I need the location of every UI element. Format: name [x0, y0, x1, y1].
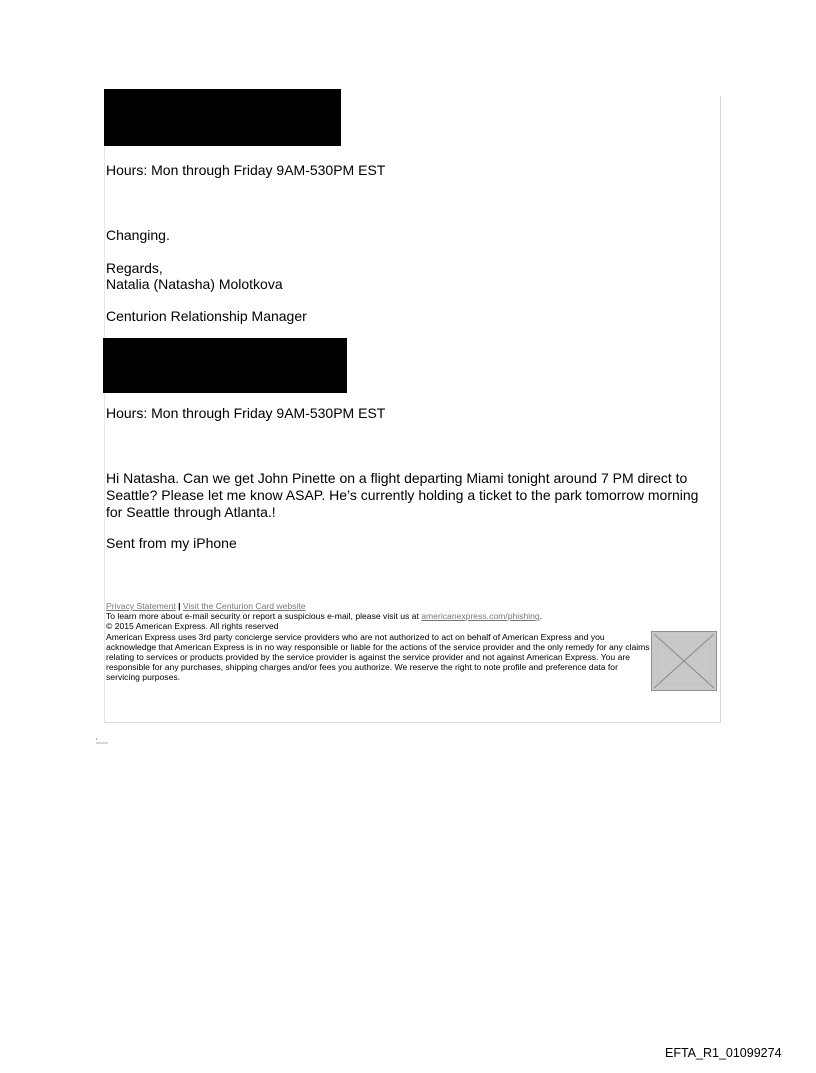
- footer-links: [106, 601, 651, 611]
- email-footer: [106, 601, 651, 683]
- privacy-statement-link[interactable]: Privacy Statement: [106, 601, 176, 611]
- centurion-website-link[interactable]: Visit the Centurion Card website: [182, 601, 306, 611]
- reply-body: Changing.: [106, 227, 170, 243]
- redaction-block: [104, 89, 341, 146]
- copyright-text: © 2015 American Express. All rights reserved: [106, 621, 279, 632]
- hours-text: Hours: Mon through Friday 9AM-530PM EST: [106, 162, 386, 178]
- broken-image-icon: [651, 631, 717, 691]
- sender-title: Centurion Relationship Manager: [106, 308, 307, 324]
- hours-text: Hours: Mon through Friday 9AM-530PM EST: [106, 405, 386, 421]
- sent-from-signature: Sent from my iPhone: [106, 535, 237, 551]
- security-notice: [106, 611, 651, 621]
- link-separator: |: [178, 601, 181, 611]
- legal-disclaimer: American Express uses 3rd party concierge service providers who are not authorized to act on behalf of American Express and you acknowledge that American Express is in no way responsible or liable for the actions of the service provider and the only remedy for any claims relating to services or products provided by the service provider is against the service provider and not against American Express. You are responsible for any purchases, shipping charges and/or fees you authorize. We reserve the right to note profile and preference data for servicing purposes.: [106, 631, 650, 683]
- original-message-body: Hi Natasha. Can we get John Pinette on a flight departing Miami tonight around 7 PM direct to Seattle? Please let me know ASAP. He’s currently holding a ticket to the park tomorrow morning for Seattle through Atlanta.!: [106, 470, 699, 520]
- sender-name: Natalia (Natasha) Molotkova: [106, 276, 283, 292]
- closing-text: Regards,: [106, 260, 163, 276]
- phishing-link[interactable]: americanexpress.com/phishing: [421, 611, 540, 622]
- security-suffix: .: [539, 611, 543, 622]
- scan-mark: [95, 738, 109, 744]
- document-id: EFTA_R1_01099274: [665, 1046, 782, 1060]
- redaction-block: [103, 338, 347, 393]
- security-text: To learn more about e-mail security or report a suspicious e-mail, please visit us at: [106, 611, 419, 622]
